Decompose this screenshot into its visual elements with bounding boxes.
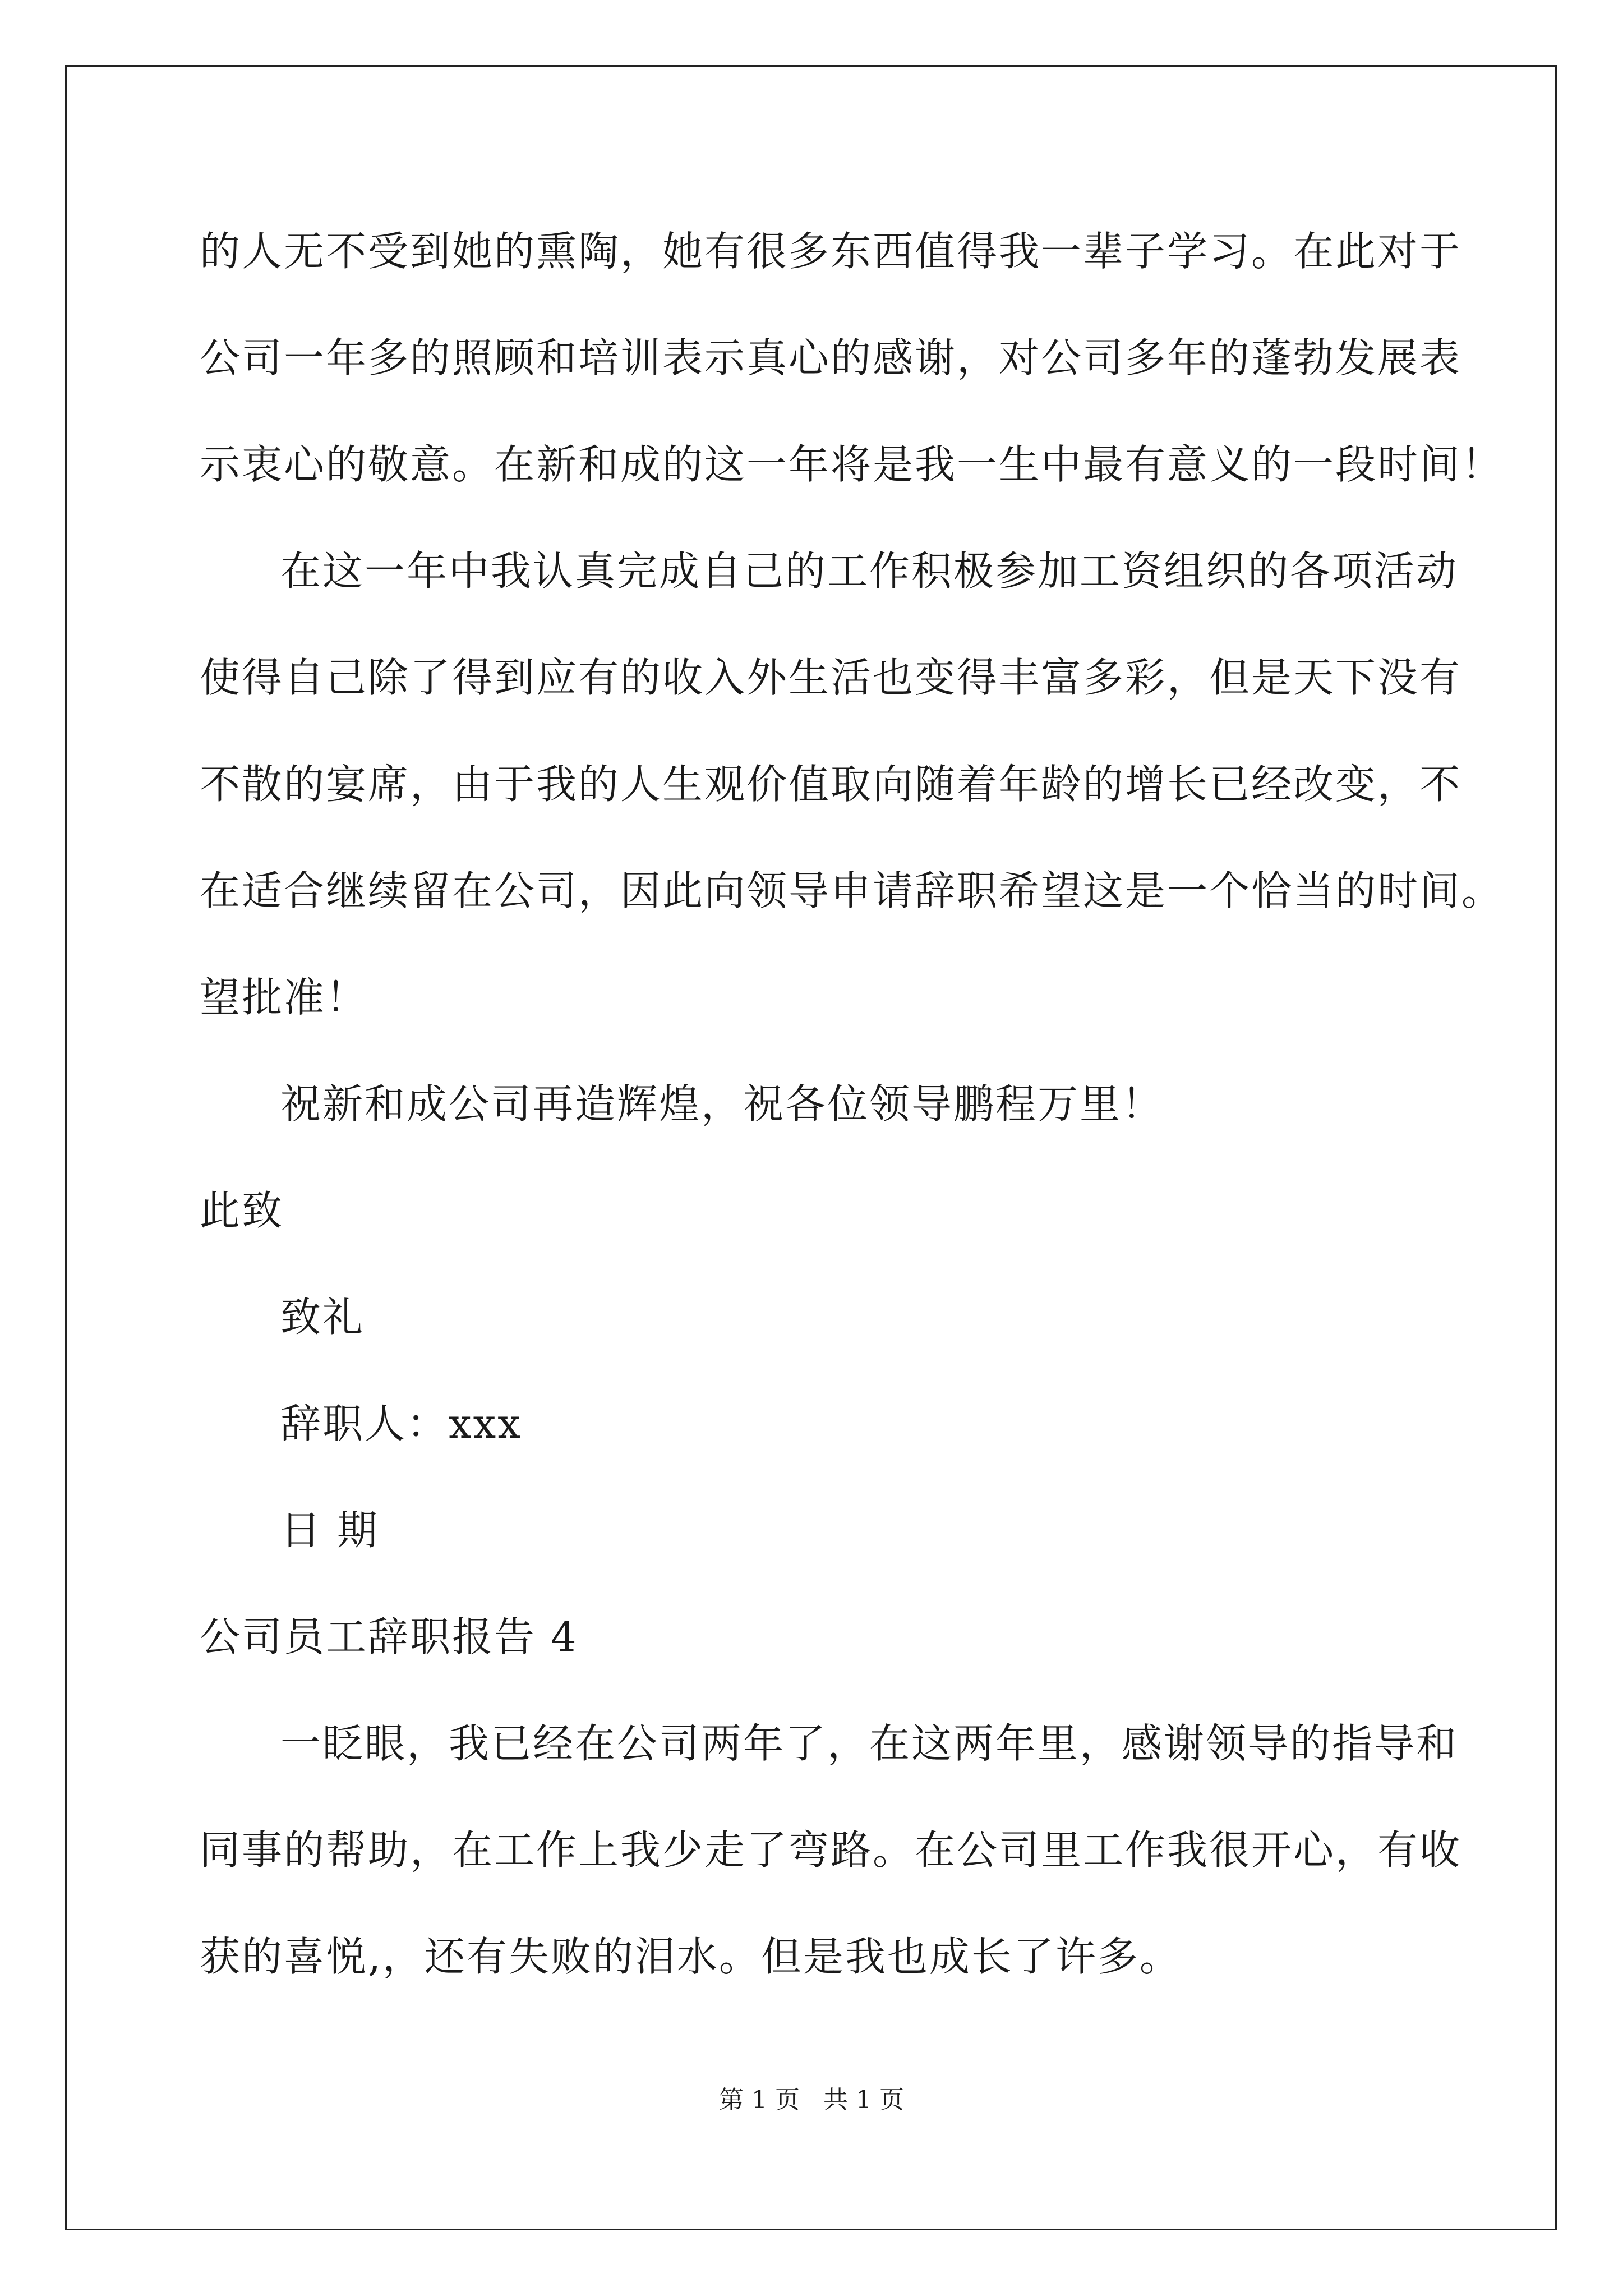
paragraph-line: 示衷心的敬意。在新和成的这一年将是我一生中最有意义的一段时间！ <box>200 441 1504 488</box>
paragraph-line: 在适合继续留在公司，因此向领导申请辞职希望这是一个恰当的时间。 <box>200 867 1504 914</box>
paragraph-line: 望批准！ <box>200 974 368 1021</box>
section-title: 公司员工辞职报告 4 <box>200 1613 578 1660</box>
signer: 辞职人：xxx <box>280 1400 522 1447</box>
salutation: 此致 <box>200 1187 284 1234</box>
paragraph-line: 一眨眼，我已经在公司两年了，在这两年里，感谢领导的指导和 <box>280 1720 1459 1767</box>
paragraph-line: 使得自己除了得到应有的收入外生活也变得丰富多彩，但是天下没有 <box>200 654 1462 701</box>
salutation-regards: 致礼 <box>280 1294 365 1341</box>
date-label: 日 期 <box>280 1507 379 1554</box>
paragraph-line: 同事的帮助，在工作上我少走了弯路。在公司里工作我很开心，有收 <box>200 1826 1462 1874</box>
paragraph-line: 的人无不受到她的熏陶，她有很多东西值得我一辈子学习。在此对于 <box>200 228 1462 275</box>
closing-wish: 祝新和成公司再造辉煌，祝各位领导鹏程万里！ <box>280 1080 1164 1128</box>
paragraph-line: 在这一年中我认真完成自己的工作积极参加工资组织的各项活动 <box>280 547 1459 595</box>
paragraph-line: 获的喜悦,，还有失败的泪水。但是我也成长了许多。 <box>200 1933 1182 1980</box>
paragraph-line: 公司一年多的照顾和培训表示真心的感谢，对公司多年的蓬勃发展表 <box>200 334 1462 381</box>
paragraph-line: 不散的宴席，由于我的人生观价值取向随着年龄的增长已经改变，不 <box>200 761 1462 808</box>
page-number-footer: 第 1 页 共 1 页 <box>719 2086 904 2114</box>
